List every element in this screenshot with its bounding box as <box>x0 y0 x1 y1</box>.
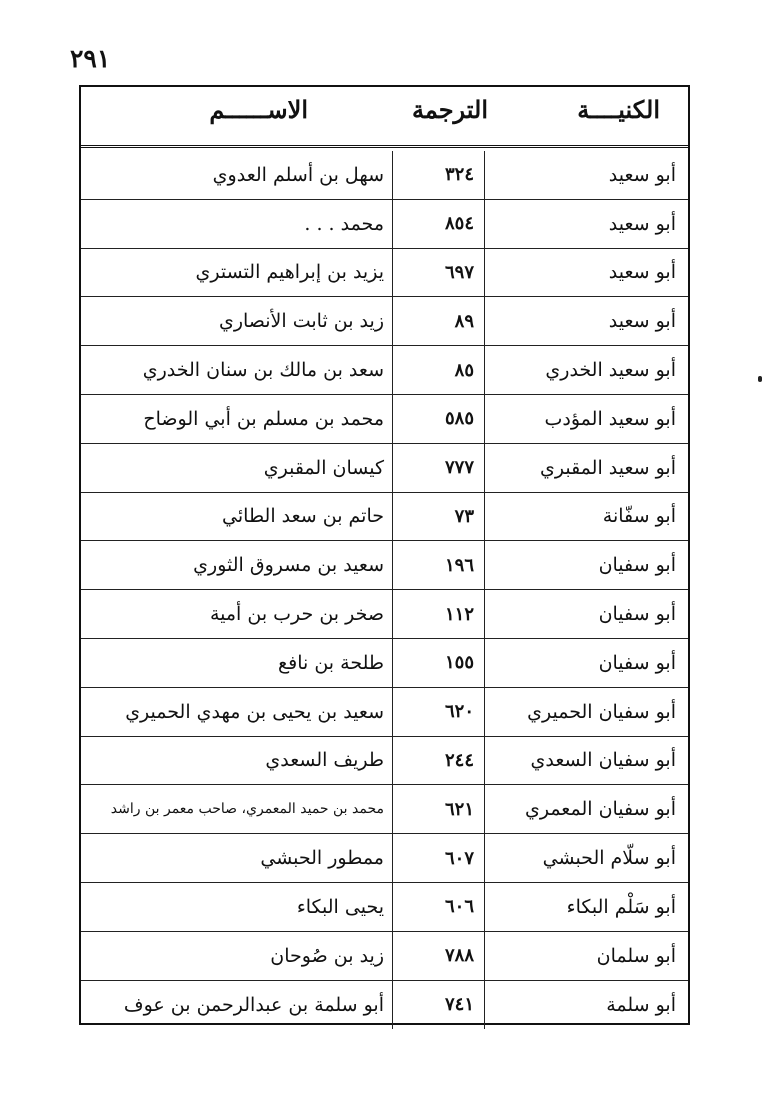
tarjama-number-cell: ١٩٦ <box>392 541 484 589</box>
tarjama-number-cell: ٧٣ <box>392 493 484 541</box>
table-header <box>81 87 688 148</box>
name-cell: سعيد بن يحيى بن مهدي الحميري <box>125 700 384 723</box>
tarjama-number-cell: ٦٢٠ <box>392 688 484 736</box>
table-row <box>81 541 688 590</box>
name-cell: سعد بن مالك بن سنان الخدري <box>142 359 384 382</box>
kunya-cell: أبو سعيد الخدري <box>484 346 688 394</box>
name-cell: محمد بن مسلم بن أبي الوضاح <box>143 407 384 430</box>
table-row <box>81 883 688 932</box>
name-cell: صخر بن حرب بن أمية <box>209 603 384 626</box>
tarjama-number-cell: ٦٢١ <box>392 785 484 833</box>
tarjama-number-cell: ٦٠٧ <box>392 834 484 882</box>
table-row <box>81 688 688 737</box>
table-row <box>81 297 688 346</box>
tarjama-number-cell: ٥٨٥ <box>392 395 484 443</box>
kunya-cell: أبو سلمان <box>484 932 688 980</box>
tarjama-number-cell: ٦٠٦ <box>392 883 484 931</box>
kunya-cell: أبو سعيد <box>484 297 688 345</box>
table-row <box>81 590 688 639</box>
table-row <box>81 737 688 786</box>
table-row <box>81 834 688 883</box>
name-cell: كيسان المقبري <box>263 456 384 479</box>
name-cell: سعيد بن مسروق الثوري <box>193 554 384 577</box>
kunya-cell: أبو سفيان الحميري <box>484 688 688 736</box>
name-cell: محمد . . . <box>304 212 384 235</box>
kunya-cell: أبو سلّام الحبشي <box>484 834 688 882</box>
tarjama-number-cell: ٨٥ <box>392 346 484 394</box>
kunya-cell: أبو سفّانة <box>484 493 688 541</box>
kunya-cell: أبو سعيد <box>484 151 688 199</box>
tarjama-number-cell: ٧٤١ <box>392 981 484 1030</box>
name-cell: حاتم بن سعد الطائي <box>222 505 384 528</box>
table-row <box>81 785 688 834</box>
table-body <box>81 151 688 1029</box>
name-cell: محمد بن حميد المعمري، صاحب معمر بن راشد <box>110 801 384 818</box>
page-number: ٢٩١ <box>70 44 111 73</box>
name-cell: زيد بن صُوحان <box>270 944 384 967</box>
name-cell: طريف السعدي <box>265 749 384 772</box>
table-row <box>81 346 688 395</box>
tarjama-number-cell: ٧٨٨ <box>392 932 484 980</box>
kunya-cell: أبو سعيد <box>484 249 688 297</box>
table-row <box>81 981 688 1030</box>
kunya-cell: أبو سعيد المقبري <box>484 444 688 492</box>
tarjama-number-cell: ٨٥٤ <box>392 200 484 248</box>
tarjama-number-cell: ٨٩ <box>392 297 484 345</box>
name-cell: يحيى البكاء <box>296 895 384 918</box>
kunya-cell: أبو سفيان <box>484 541 688 589</box>
header-tarjama: الترجمة <box>411 95 488 124</box>
header-kunya: الكنيــــة <box>577 95 660 124</box>
table-row <box>81 444 688 493</box>
table-row <box>81 639 688 688</box>
table-row <box>81 493 688 542</box>
tarjama-number-cell: ١١٢ <box>392 590 484 638</box>
kunya-cell: أبو سفيان المعمري <box>484 785 688 833</box>
table-row <box>81 932 688 981</box>
table-row <box>81 249 688 298</box>
tarjama-number-cell: ٢٤٤ <box>392 737 484 785</box>
kunya-cell: أبو سعيد المؤدب <box>484 395 688 443</box>
header-name: الاســــــم <box>209 95 308 124</box>
name-cell: سهل بن أسلم العدوي <box>212 163 384 186</box>
table-row <box>81 395 688 444</box>
tarjama-number-cell: ٦٩٧ <box>392 249 484 297</box>
kunya-cell: أبو سفيان السعدي <box>484 737 688 785</box>
kunya-cell: أبو سلمة <box>484 981 688 1030</box>
tarjama-number-cell: ٧٧٧ <box>392 444 484 492</box>
name-cell: زيد بن ثابت الأنصاري <box>218 310 384 333</box>
table-row <box>81 200 688 249</box>
tarjama-number-cell: ٣٢٤ <box>392 151 484 199</box>
name-cell: يزيد بن إبراهيم التستري <box>195 261 384 284</box>
kunya-table <box>79 85 690 1025</box>
tarjama-number-cell: ١٥٥ <box>392 639 484 687</box>
kunya-cell: أبو سفيان <box>484 639 688 687</box>
margin-mark <box>758 376 762 382</box>
name-cell: ممطور الحبشي <box>260 847 384 870</box>
name-cell: طلحة بن نافع <box>278 651 384 674</box>
kunya-cell: أبو سَلْم البكاء <box>484 883 688 931</box>
kunya-cell: أبو سفيان <box>484 590 688 638</box>
name-cell: أبو سلمة بن عبدالرحمن بن عوف <box>123 993 384 1016</box>
kunya-cell: أبو سعيد <box>484 200 688 248</box>
table-row <box>81 151 688 200</box>
